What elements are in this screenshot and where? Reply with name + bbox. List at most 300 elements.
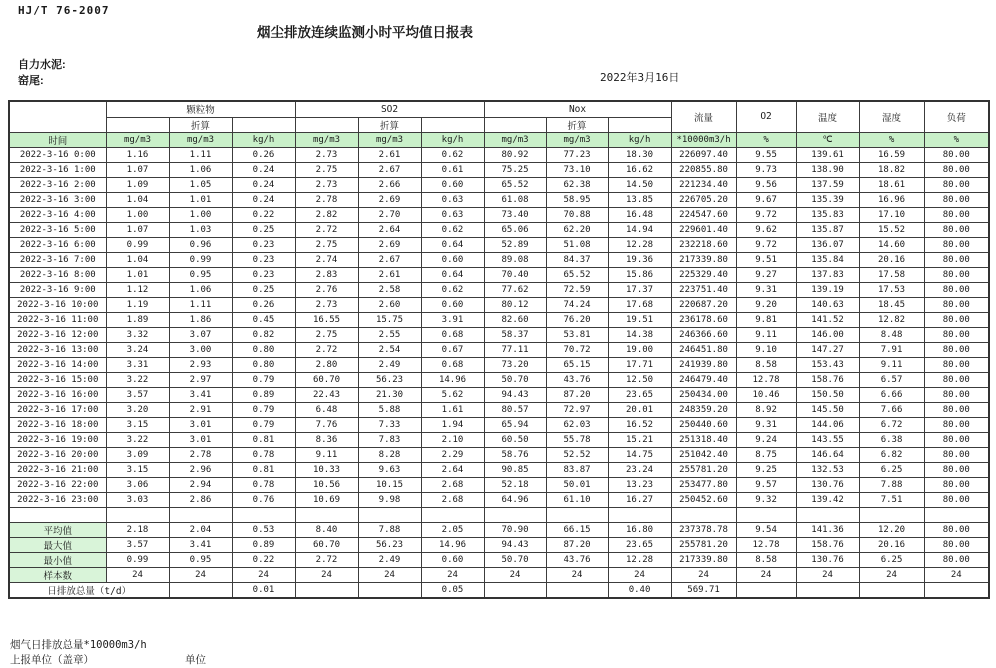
spacer-row (9, 507, 989, 522)
data-cell: 9.67 (736, 192, 796, 207)
time-cell: 2022-3-16 22:00 (9, 477, 106, 492)
data-cell: 224547.60 (671, 207, 736, 222)
data-cell: 9.72 (736, 237, 796, 252)
time-cell: 2022-3-16 17:00 (9, 402, 106, 417)
data-cell: 80.00 (924, 282, 989, 297)
table-row (9, 342, 989, 357)
table-row (9, 327, 989, 342)
data-cell: 1.06 (169, 282, 232, 297)
data-cell: 2.76 (295, 282, 358, 297)
data-cell: 139.19 (796, 282, 859, 297)
unit-cell: kg/h (421, 132, 484, 147)
time-cell: 2022-3-16 7:00 (9, 252, 106, 267)
data-cell: 52.89 (484, 237, 546, 252)
summary-value: 80.00 (924, 537, 989, 552)
data-cell: 1.00 (169, 207, 232, 222)
data-cell: 158.76 (796, 372, 859, 387)
corner-cell (9, 101, 106, 132)
data-cell: 17.71 (608, 357, 671, 372)
data-cell: 250434.00 (671, 387, 736, 402)
blank-cell (796, 507, 859, 522)
data-cell: 15.75 (358, 312, 421, 327)
summary-value: 80.00 (924, 522, 989, 537)
data-cell: 61.10 (546, 492, 608, 507)
data-cell: 0.63 (421, 207, 484, 222)
data-cell: 12.50 (608, 372, 671, 387)
data-cell: 94.43 (484, 387, 546, 402)
table-row (9, 252, 989, 267)
data-cell: 43.76 (546, 372, 608, 387)
data-cell: 80.00 (924, 492, 989, 507)
data-cell: 12.28 (608, 237, 671, 252)
time-cell: 2022-3-16 21:00 (9, 462, 106, 477)
data-cell: 8.36 (295, 432, 358, 447)
data-cell: 14.96 (421, 372, 484, 387)
time-cell: 2022-3-16 9:00 (9, 282, 106, 297)
data-cell: 16.59 (859, 147, 924, 162)
daily-total-value (358, 582, 421, 598)
summary-value: 94.43 (484, 537, 546, 552)
data-cell: 23.65 (608, 387, 671, 402)
time-cell: 2022-3-16 13:00 (9, 342, 106, 357)
data-cell: 1.94 (421, 417, 484, 432)
data-cell: 7.83 (358, 432, 421, 447)
data-cell: 16.52 (608, 417, 671, 432)
data-cell: 1.12 (106, 282, 169, 297)
converted-label-so2: 折算 (358, 117, 421, 132)
table-row (9, 312, 989, 327)
data-cell: 80.92 (484, 147, 546, 162)
data-cell: 3.06 (106, 477, 169, 492)
unit-cell: mg/m3 (484, 132, 546, 147)
data-cell: 1.11 (169, 147, 232, 162)
summary-label: 最大值 (9, 537, 106, 552)
data-cell: 10.33 (295, 462, 358, 477)
data-cell: 3.09 (106, 447, 169, 462)
data-cell: 62.38 (546, 177, 608, 192)
data-cell: 3.20 (106, 402, 169, 417)
time-cell: 2022-3-16 6:00 (9, 237, 106, 252)
data-cell: 135.84 (796, 252, 859, 267)
data-cell: 2.73 (295, 177, 358, 192)
data-cell: 19.51 (608, 312, 671, 327)
table-row (9, 222, 989, 237)
summary-value: 12.20 (859, 522, 924, 537)
data-cell: 7.88 (859, 477, 924, 492)
data-cell: 6.72 (859, 417, 924, 432)
data-cell: 80.00 (924, 387, 989, 402)
data-cell: 8.75 (736, 447, 796, 462)
data-cell: 6.25 (859, 462, 924, 477)
data-cell: 0.26 (232, 147, 295, 162)
data-cell: 89.08 (484, 252, 546, 267)
data-cell: 2.96 (169, 462, 232, 477)
header-group-row (9, 101, 989, 117)
data-cell: 3.01 (169, 417, 232, 432)
data-cell: 132.53 (796, 462, 859, 477)
data-cell: 0.24 (232, 192, 295, 207)
data-cell: 229601.40 (671, 222, 736, 237)
data-cell: 5.88 (358, 402, 421, 417)
data-cell: 2.97 (169, 372, 232, 387)
summary-value: 3.57 (106, 537, 169, 552)
summary-value: 24 (924, 567, 989, 582)
summary-value: 130.76 (796, 552, 859, 567)
data-cell: 9.81 (736, 312, 796, 327)
data-cell: 10.15 (358, 477, 421, 492)
data-cell: 77.62 (484, 282, 546, 297)
blank-cell (736, 507, 796, 522)
data-cell: 65.52 (484, 177, 546, 192)
data-cell: 9.56 (736, 177, 796, 192)
data-cell: 62.20 (546, 222, 608, 237)
time-cell: 2022-3-16 2:00 (9, 177, 106, 192)
summary-value: 24 (736, 567, 796, 582)
group-nox: Nox (484, 101, 671, 117)
data-cell: 153.43 (796, 357, 859, 372)
blank-cell (484, 117, 546, 132)
data-cell: 17.10 (859, 207, 924, 222)
data-cell: 73.10 (546, 162, 608, 177)
data-cell: 147.27 (796, 342, 859, 357)
data-cell: 217339.80 (671, 252, 736, 267)
unit-cell: mg/m3 (106, 132, 169, 147)
summary-value: 8.58 (736, 552, 796, 567)
summary-value: 24 (295, 567, 358, 582)
data-cell: 13.23 (608, 477, 671, 492)
data-cell: 3.22 (106, 432, 169, 447)
data-cell: 75.25 (484, 162, 546, 177)
data-cell: 73.20 (484, 357, 546, 372)
data-cell: 52.18 (484, 477, 546, 492)
summary-label: 样本数 (9, 567, 106, 582)
daily-total-value (295, 582, 358, 598)
data-cell: 14.38 (608, 327, 671, 342)
data-cell: 6.82 (859, 447, 924, 462)
daily-total-label: 日排放总量（t/d） (9, 582, 169, 598)
data-cell: 80.00 (924, 177, 989, 192)
daily-total-value: 569.71 (671, 582, 736, 598)
data-cell: 9.25 (736, 462, 796, 477)
summary-value: 0.89 (232, 537, 295, 552)
data-cell: 143.55 (796, 432, 859, 447)
data-cell: 0.25 (232, 282, 295, 297)
blank-cell (232, 507, 295, 522)
data-cell: 246366.60 (671, 327, 736, 342)
data-cell: 232218.60 (671, 237, 736, 252)
summary-value: 217339.80 (671, 552, 736, 567)
data-cell: 9.11 (295, 447, 358, 462)
data-cell: 80.12 (484, 297, 546, 312)
data-cell: 0.64 (421, 267, 484, 282)
data-cell: 0.76 (232, 492, 295, 507)
data-cell: 80.00 (924, 267, 989, 282)
data-cell: 3.32 (106, 327, 169, 342)
summary-value: 255781.20 (671, 537, 736, 552)
daily-total-value: 0.40 (608, 582, 671, 598)
data-cell: 62.03 (546, 417, 608, 432)
data-cell: 9.10 (736, 342, 796, 357)
data-cell: 2.66 (358, 177, 421, 192)
data-cell: 80.00 (924, 147, 989, 162)
data-cell: 12.82 (859, 312, 924, 327)
data-cell: 139.42 (796, 492, 859, 507)
data-cell: 3.15 (106, 417, 169, 432)
data-cell: 220855.80 (671, 162, 736, 177)
summary-value: 60.70 (295, 537, 358, 552)
col-temp: 温度 (796, 101, 859, 132)
summary-value: 8.40 (295, 522, 358, 537)
data-cell: 150.50 (796, 387, 859, 402)
data-cell: 220687.20 (671, 297, 736, 312)
data-cell: 80.00 (924, 222, 989, 237)
data-cell: 3.15 (106, 462, 169, 477)
data-cell: 70.88 (546, 207, 608, 222)
data-cell: 9.31 (736, 282, 796, 297)
data-cell: 2.75 (295, 162, 358, 177)
data-cell: 2.58 (358, 282, 421, 297)
data-cell: 2.49 (358, 357, 421, 372)
data-cell: 1.04 (106, 252, 169, 267)
summary-value: 158.76 (796, 537, 859, 552)
data-cell: 1.61 (421, 402, 484, 417)
data-cell: 0.79 (232, 417, 295, 432)
blank-cell (608, 117, 671, 132)
blank-cell (924, 507, 989, 522)
data-cell: 9.11 (736, 327, 796, 342)
time-cell: 2022-3-16 15:00 (9, 372, 106, 387)
summary-row (9, 552, 989, 567)
data-cell: 255781.20 (671, 462, 736, 477)
time-cell: 2022-3-16 4:00 (9, 207, 106, 222)
summary-label: 最小值 (9, 552, 106, 567)
data-cell: 236178.60 (671, 312, 736, 327)
data-cell: 80.00 (924, 162, 989, 177)
data-cell: 2.74 (295, 252, 358, 267)
daily-total-value: 0.05 (421, 582, 484, 598)
table-row (9, 237, 989, 252)
data-cell: 16.48 (608, 207, 671, 222)
data-cell: 80.00 (924, 312, 989, 327)
time-cell: 2022-3-16 10:00 (9, 297, 106, 312)
summary-value: 23.65 (608, 537, 671, 552)
data-cell: 0.60 (421, 252, 484, 267)
data-cell: 2.68 (421, 492, 484, 507)
unit-cell: % (924, 132, 989, 147)
time-cell: 2022-3-16 8:00 (9, 267, 106, 282)
data-cell: 16.55 (295, 312, 358, 327)
data-cell: 7.91 (859, 342, 924, 357)
daily-total-value (169, 582, 232, 598)
blank-cell (295, 507, 358, 522)
data-cell: 0.62 (421, 147, 484, 162)
summary-value: 0.99 (106, 552, 169, 567)
data-cell: 74.24 (546, 297, 608, 312)
unit-cell: % (736, 132, 796, 147)
time-cell: 2022-3-16 5:00 (9, 222, 106, 237)
data-cell: 2.70 (358, 207, 421, 222)
data-cell: 226097.40 (671, 147, 736, 162)
data-cell: 1.09 (106, 177, 169, 192)
data-cell: 60.50 (484, 432, 546, 447)
data-cell: 138.90 (796, 162, 859, 177)
data-cell: 80.00 (924, 237, 989, 252)
data-cell: 16.27 (608, 492, 671, 507)
blank-cell (859, 507, 924, 522)
data-cell: 251042.40 (671, 447, 736, 462)
data-cell: 51.08 (546, 237, 608, 252)
data-cell: 144.06 (796, 417, 859, 432)
time-header: 时间 (9, 132, 106, 147)
col-load: 负荷 (924, 101, 989, 132)
time-cell: 2022-3-16 0:00 (9, 147, 106, 162)
data-cell: 18.82 (859, 162, 924, 177)
data-cell: 1.07 (106, 222, 169, 237)
blank-cell (671, 507, 736, 522)
data-cell: 246479.40 (671, 372, 736, 387)
data-cell: 3.91 (421, 312, 484, 327)
data-cell: 0.24 (232, 177, 295, 192)
unit-cell: mg/m3 (546, 132, 608, 147)
summary-value: 43.76 (546, 552, 608, 567)
data-cell: 0.99 (106, 237, 169, 252)
data-cell: 17.68 (608, 297, 671, 312)
data-cell: 6.48 (295, 402, 358, 417)
data-cell: 2.67 (358, 162, 421, 177)
data-cell: 8.92 (736, 402, 796, 417)
time-cell: 2022-3-16 14:00 (9, 357, 106, 372)
data-cell: 9.24 (736, 432, 796, 447)
data-cell: 76.20 (546, 312, 608, 327)
data-cell: 0.25 (232, 222, 295, 237)
time-cell: 2022-3-16 20:00 (9, 447, 106, 462)
data-cell: 65.52 (546, 267, 608, 282)
unit-cell: kg/h (608, 132, 671, 147)
data-cell: 2.67 (358, 252, 421, 267)
reporting-unit-label: 上报单位（盖章） (10, 654, 94, 666)
daily-total-value (859, 582, 924, 598)
data-cell: 3.22 (106, 372, 169, 387)
data-cell: 0.24 (232, 162, 295, 177)
data-cell: 1.19 (106, 297, 169, 312)
data-cell: 84.37 (546, 252, 608, 267)
data-cell: 0.80 (232, 342, 295, 357)
data-cell: 87.20 (546, 387, 608, 402)
data-cell: 226705.20 (671, 192, 736, 207)
data-cell: 80.00 (924, 417, 989, 432)
summary-value: 6.25 (859, 552, 924, 567)
summary-value: 16.80 (608, 522, 671, 537)
data-cell: 19.00 (608, 342, 671, 357)
unit-cell: mg/m3 (358, 132, 421, 147)
data-cell: 1.01 (169, 192, 232, 207)
summary-value: 2.05 (421, 522, 484, 537)
data-cell: 2.29 (421, 447, 484, 462)
data-cell: 250440.60 (671, 417, 736, 432)
data-cell: 7.76 (295, 417, 358, 432)
data-cell: 248359.20 (671, 402, 736, 417)
data-cell: 16.96 (859, 192, 924, 207)
data-cell: 6.38 (859, 432, 924, 447)
data-cell: 2.80 (295, 357, 358, 372)
data-cell: 14.94 (608, 222, 671, 237)
data-cell: 20.01 (608, 402, 671, 417)
data-cell: 2.78 (169, 447, 232, 462)
hourly-report-table (8, 100, 990, 599)
time-cell: 2022-3-16 12:00 (9, 327, 106, 342)
data-cell: 13.85 (608, 192, 671, 207)
data-cell: 14.75 (608, 447, 671, 462)
data-cell: 10.46 (736, 387, 796, 402)
data-cell: 2.72 (295, 342, 358, 357)
data-cell: 10.69 (295, 492, 358, 507)
blank-cell (546, 507, 608, 522)
data-cell: 135.39 (796, 192, 859, 207)
summary-value: 12.78 (736, 537, 796, 552)
data-cell: 80.00 (924, 477, 989, 492)
data-cell: 2.73 (295, 147, 358, 162)
data-cell: 70.72 (546, 342, 608, 357)
time-cell: 2022-3-16 16:00 (9, 387, 106, 402)
data-cell: 137.83 (796, 267, 859, 282)
table-row (9, 447, 989, 462)
data-cell: 80.00 (924, 462, 989, 477)
table-row (9, 462, 989, 477)
data-cell: 6.66 (859, 387, 924, 402)
data-cell: 72.97 (546, 402, 608, 417)
data-cell: 145.50 (796, 402, 859, 417)
data-cell: 225329.40 (671, 267, 736, 282)
data-cell: 0.68 (421, 357, 484, 372)
data-cell: 21.30 (358, 387, 421, 402)
data-cell: 1.01 (106, 267, 169, 282)
summary-value: 2.18 (106, 522, 169, 537)
blank-cell (106, 507, 169, 522)
time-cell: 2022-3-16 11:00 (9, 312, 106, 327)
data-cell: 2.73 (295, 297, 358, 312)
data-cell: 1.11 (169, 297, 232, 312)
data-cell: 72.59 (546, 282, 608, 297)
data-cell: 2.64 (421, 462, 484, 477)
table-row (9, 402, 989, 417)
data-cell: 0.78 (232, 447, 295, 462)
data-cell: 80.00 (924, 252, 989, 267)
unit-label: 单位 (185, 654, 206, 666)
data-cell: 130.76 (796, 477, 859, 492)
data-cell: 65.06 (484, 222, 546, 237)
data-cell: 17.58 (859, 267, 924, 282)
converted-label-nox: 折算 (546, 117, 608, 132)
data-cell: 70.40 (484, 267, 546, 282)
data-cell: 139.61 (796, 147, 859, 162)
summary-value: 20.16 (859, 537, 924, 552)
summary-value: 0.53 (232, 522, 295, 537)
data-cell: 2.60 (358, 297, 421, 312)
data-cell: 9.11 (859, 357, 924, 372)
unit-cell: mg/m3 (169, 132, 232, 147)
data-cell: 2.54 (358, 342, 421, 357)
unit-cell: *10000m3/h (671, 132, 736, 147)
data-cell: 20.16 (859, 252, 924, 267)
data-cell: 77.11 (484, 342, 546, 357)
data-cell: 7.33 (358, 417, 421, 432)
col-humidity: 湿度 (859, 101, 924, 132)
data-cell: 1.00 (106, 207, 169, 222)
data-cell: 146.64 (796, 447, 859, 462)
summary-value: 24 (608, 567, 671, 582)
data-cell: 0.23 (232, 267, 295, 282)
data-cell: 80.00 (924, 447, 989, 462)
